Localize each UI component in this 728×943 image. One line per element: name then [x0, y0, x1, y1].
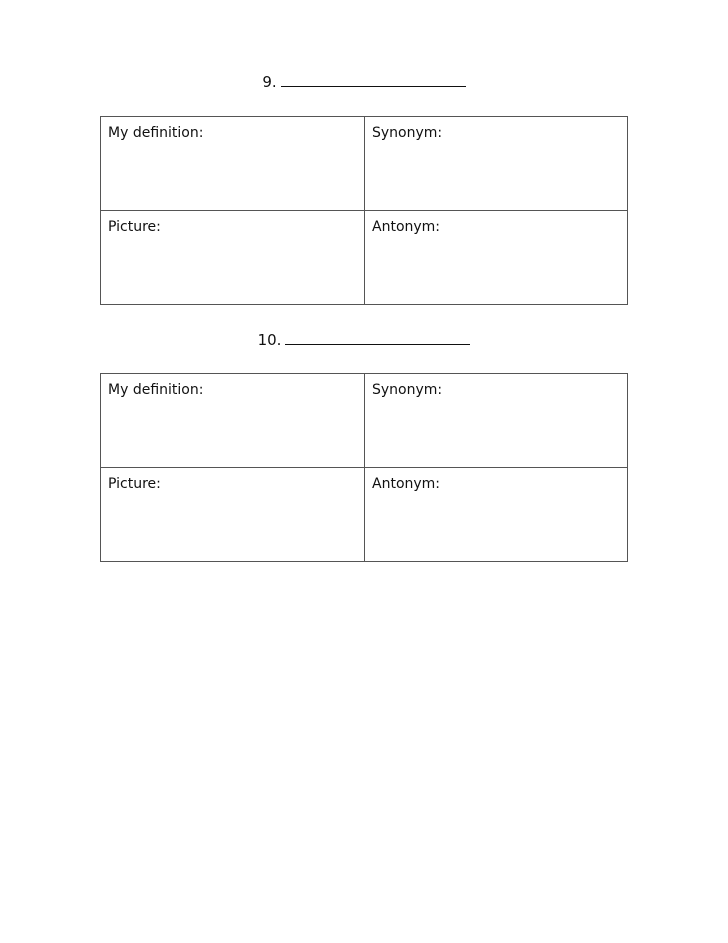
word-blank-line[interactable] — [285, 330, 470, 345]
synonym-label: Synonym: — [372, 125, 443, 141]
vocab-grid — [100, 116, 628, 305]
word-blank-line[interactable] — [281, 72, 466, 87]
grid-row-top — [101, 374, 627, 467]
entry-heading — [100, 72, 628, 91]
synonym-cell[interactable] — [365, 117, 627, 210]
definition-cell[interactable] — [101, 374, 365, 467]
antonym-cell[interactable] — [365, 468, 627, 561]
antonym-label: Antonym: — [372, 476, 441, 492]
definition-label: My definition: — [108, 382, 204, 398]
entry-heading — [100, 330, 628, 349]
picture-label: Picture: — [108, 219, 161, 235]
antonym-cell[interactable] — [365, 211, 627, 304]
grid-row-bottom — [101, 467, 627, 561]
antonym-label: Antonym: — [372, 219, 441, 235]
vocab-grid — [100, 373, 628, 562]
synonym-cell[interactable] — [365, 374, 627, 467]
definition-cell[interactable] — [101, 117, 365, 210]
entry-number: 10. — [257, 331, 282, 349]
definition-label: My definition: — [108, 125, 204, 141]
entry-number: 9. — [262, 73, 277, 91]
picture-cell[interactable] — [101, 468, 365, 561]
picture-cell[interactable] — [101, 211, 365, 304]
synonym-label: Synonym: — [372, 382, 443, 398]
picture-label: Picture: — [108, 476, 161, 492]
grid-row-top — [101, 117, 627, 210]
grid-row-bottom — [101, 210, 627, 304]
